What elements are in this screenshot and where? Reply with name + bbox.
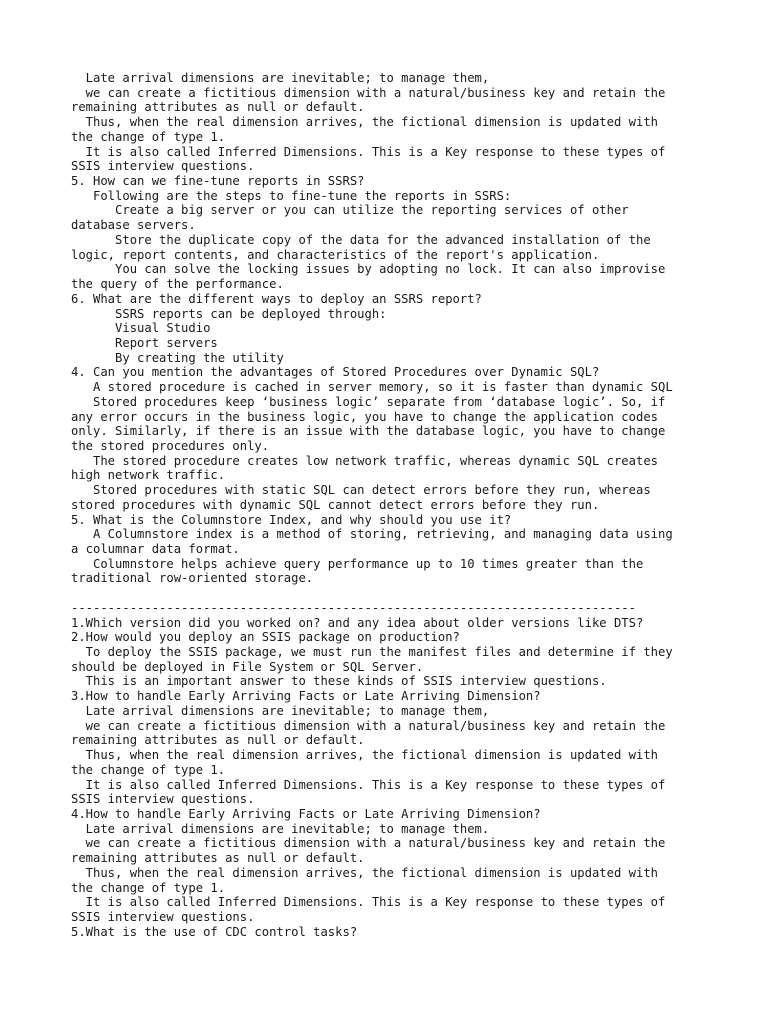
text-line: only. Similarly, if there is an issue with the database logic, you have to change (71, 424, 666, 439)
text-line: the change of type 1. (71, 129, 226, 144)
text-line (71, 586, 761, 601)
text-line: SSIS interview questions. (71, 792, 255, 807)
text-line: Thus, when the real dimension arrives, the fictional dimension is updated with (71, 115, 658, 130)
text-line: To deploy the SSIS package, we must run the manifest files and determine if they (71, 645, 673, 660)
text-line: Report servers (71, 335, 218, 350)
text-line: traditional row-oriented storage. (71, 571, 314, 586)
text-line: the change of type 1. (71, 762, 226, 777)
text-line: By creating the utility (71, 350, 284, 365)
text-line: the query of the performance. (71, 277, 284, 292)
text-line: Thus, when the real dimension arrives, the fictional dimension is updated with (71, 748, 658, 763)
text-line: Create a big server or you can utilize the reporting services of other (71, 203, 629, 218)
text-line: database servers. (71, 218, 196, 233)
text-line: Columnstore helps achieve query performance up to 10 times greater than the (71, 556, 644, 571)
text-line: Stored procedures with static SQL can detect errors before they run, whereas (71, 483, 651, 498)
text-line: It is also called Inferred Dimensions. This is a Key response to these types of (71, 895, 666, 910)
text-line: high network traffic. (71, 468, 226, 483)
text-line: should be deployed in File System or SQL Server. (71, 659, 424, 674)
text-line: stored procedures with dynamic SQL cannot detect errors before they run. (71, 497, 600, 512)
text-line: 4.How to handle Early Arriving Facts or Late Arriving Dimension? (71, 806, 541, 821)
text-line: remaining attributes as null or default. (71, 733, 365, 748)
text-line: The stored procedure creates low network traffic, whereas dynamic SQL creates (71, 453, 658, 468)
text-line: You can solve the locking issues by adopting no lock. It can also improvise (71, 262, 666, 277)
text-line: a columnar data format. (71, 542, 240, 556)
text-line: 3.How to handle Early Arriving Facts or Late Arriving Dimension? (71, 689, 541, 704)
text-line: any error occurs in the business logic, you have to change the application codes (71, 409, 658, 424)
document-page (71, 71, 761, 939)
text-line: Stored procedures keep ‘business logic’ separate from ‘database logic’. So, if (71, 394, 666, 409)
text-line: logic, report contents, and characteristics of the report's application. (71, 247, 600, 262)
text-line: 4. Can you mention the advantages of Stored Procedures over Dynamic SQL? (71, 365, 600, 380)
text-line: This is an important answer to these kinds of SSIS interview questions. (71, 674, 607, 689)
text-line: the change of type 1. (71, 880, 226, 895)
text-line: Late arrival dimensions are inevitable; to manage them, (71, 71, 490, 85)
text-line: we can create a fictitious dimension with a natural/business key and retain the (71, 718, 666, 733)
text-line: A stored procedure is cached in server memory, so it is faster than dynamic SQL (71, 380, 673, 395)
text-line: the stored procedures only. (71, 438, 270, 453)
text-line: 5. What is the Columnstore Index, and why should you use it? (71, 512, 512, 527)
text-line: remaining attributes as null or default. (71, 851, 365, 866)
text-line: 5. How can we fine-tune reports in SSRS? (71, 174, 365, 189)
text-line: SSRS reports can be deployed through: (71, 306, 387, 321)
text-line: we can create a fictitious dimension with a natural/business key and retain the (71, 836, 666, 851)
text-line: It is also called Inferred Dimensions. This is a Key response to these types of (71, 144, 666, 159)
text-line: SSIS interview questions. (71, 909, 255, 924)
text-line: Store the duplicate copy of the data for the advanced installation of the (71, 232, 651, 247)
text-line: 6. What are the different ways to deploy an SSRS report? (71, 291, 482, 306)
text-line: we can create a fictitious dimension with a natural/business key and retain the (71, 85, 666, 100)
text-line: 1.Which version did you worked on? and any idea about older versions like DTS? (71, 615, 644, 630)
text-line: 5.What is the use of CDC control tasks? (71, 924, 358, 939)
text-line: SSIS interview questions. (71, 159, 255, 174)
text-line: Late arrival dimensions are inevitable; to manage them. (71, 821, 490, 836)
text-line: A Columnstore index is a method of storing, retrieving, and managing data using (71, 527, 673, 542)
text-line: Thus, when the real dimension arrives, the fictional dimension is updated with (71, 865, 658, 880)
text-line: ----------------------------------------------------------------------------- (71, 600, 636, 615)
text-line: remaining attributes as null or default. (71, 100, 365, 115)
text-line: Visual Studio (71, 321, 211, 336)
text-line: 2.How would you deploy an SSIS package on production? (71, 630, 460, 645)
text-line: It is also called Inferred Dimensions. This is a Key response to these types of (71, 777, 666, 792)
text-line: Following are the steps to fine-tune the reports in SSRS: (71, 188, 512, 203)
text-line: Late arrival dimensions are inevitable; to manage them, (71, 703, 490, 718)
